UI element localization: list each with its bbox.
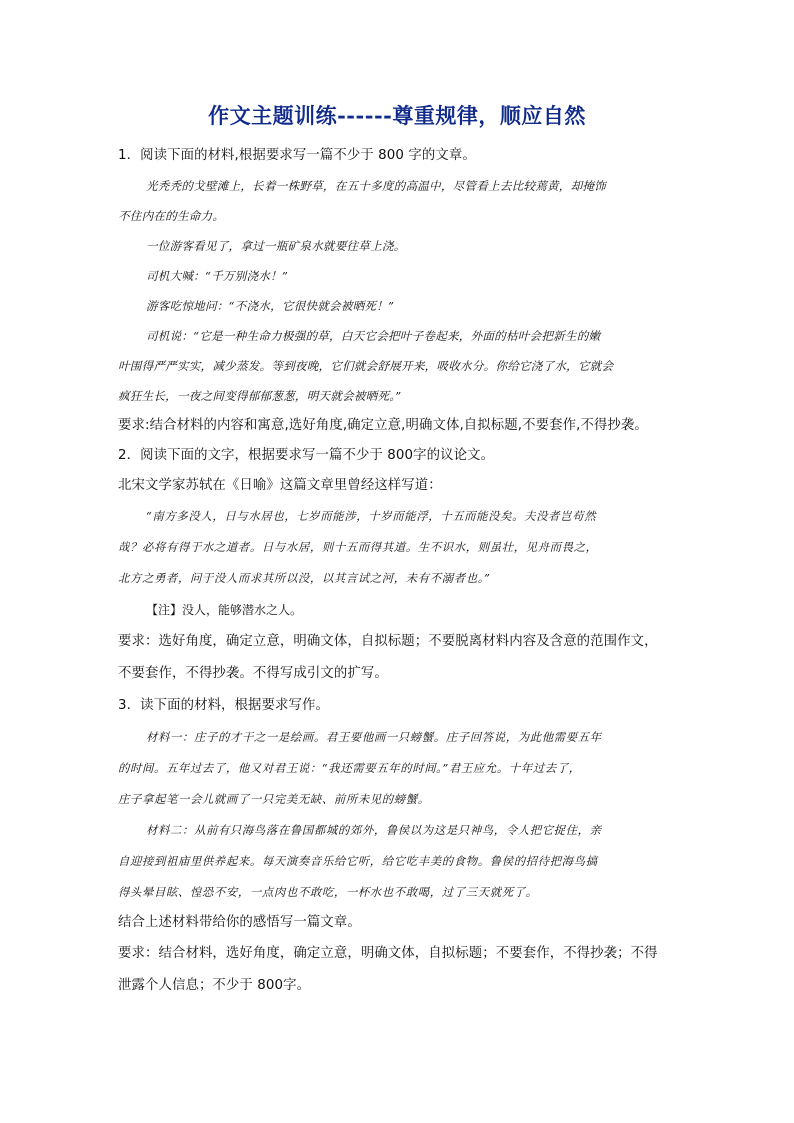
- question-1-requirements: 要求:结合材料的内容和寓意,选好角度,确定立意,明确文体,自拟标题,不要套作,不得抄袭。: [118, 418, 648, 433]
- question-2-note: 【注】没人，能够潜水之人。: [146, 603, 303, 617]
- question-2-prompt: 2．阅读下面的文字，根据要求写一篇不少于 800字的议论文。: [118, 448, 495, 463]
- question-1-material-line: 叶围得严严实实，减少蒸发。等到夜晚，它们就会舒展开来，吸收水分。你给它浇了水，它就会: [118, 359, 614, 373]
- question-1-material-line: 司机说：“它是一种生命力极强的草，白天它会把叶子卷起来，外面的枯叶会把新生的嫩: [146, 329, 601, 343]
- question-3-prompt: 3．读下面的材料，根据要求写作。: [118, 698, 329, 713]
- question-3-material-line: 得头晕目眩、惶恐不安，一点肉也不敢吃，一杯水也不敢喝，过了三天就死了。: [118, 885, 538, 899]
- question-3-requirements: 要求：结合材料，选好角度，确定立意，明确文体，自拟标题；不要套作，不得抄袭；不得: [118, 946, 658, 961]
- question-2-quote-line: 北方之勇者，问于没人而求其所以没，以其言试之河，未有不溺者也。”: [118, 571, 491, 585]
- question-2-quote-line: “南方多没人，日与水居也，七岁而能涉，十岁而能浮，十五而能没矣。夫没者岂苟然: [146, 509, 597, 523]
- question-2-requirements: 要求：选好角度，确定立意，明确文体，自拟标题；不要脱离材料内容及含意的范围作文，: [118, 634, 658, 649]
- question-3-material-line: 自迎接到祖庙里供养起来。每天演奏音乐给它听，给它吃丰美的食物。鲁侯的招待把海鸟搞: [118, 854, 598, 868]
- question-1-material-line: 一位游客看见了，拿过一瓶矿泉水就要往草上浇。: [146, 239, 406, 253]
- question-2-intro: 北宋文学家苏轼在《日喻》这篇文章里曾经这样写道：: [118, 478, 442, 493]
- question-3-requirements: 泄露个人信息；不少于 800字。: [118, 978, 311, 993]
- page-title: 作文主题训练------尊重规律，顺应自然: [208, 103, 586, 128]
- question-1: [118, 141, 678, 441]
- question-1-material-line: 司机大喊：“千万别浇水！”: [146, 269, 288, 283]
- question-3-material-line: 的时间。五年过去了，他又对君王说：“我还需要五年的时间。”君王应允。十年过去了，: [118, 761, 581, 775]
- question-3: [118, 690, 678, 1002]
- question-1-material-line: 疯狂生长，一夜之间变得郁郁葱葱，明天就会被晒死。”: [118, 389, 402, 403]
- question-1-prompt: 1．阅读下面的材料,根据要求写一篇不少于 800 字的文章。: [118, 148, 476, 163]
- question-1-material-line: 游客吃惊地问：“不浇水，它很快就会被晒死！”: [146, 299, 395, 313]
- question-3-material-line: 材料一：庄子的才干之一是绘画。君王要他画一只螃蟹。庄子回答说，为此他需要五年: [146, 730, 602, 744]
- question-2-requirements: 不要套作，不得抄袭。不得写成引文的扩写。: [118, 666, 388, 681]
- question-1-material-line: 光秃秃的戈壁滩上，长着一株野草，在五十多度的高温中，尽管看上去比较蔫黄，却掩饰: [146, 179, 606, 193]
- document-body: [118, 141, 678, 1002]
- question-3-summary: 结合上述材料带给你的感悟写一篇文章。: [118, 915, 361, 930]
- question-3-material-line: 庄子拿起笔一会儿就画了一只完美无缺、前所未见的螃蟹。: [118, 792, 430, 806]
- question-3-material-line: 材料二：从前有只海鸟落在鲁国都城的郊外，鲁侯以为这是只神鸟，令人把它捉住，亲: [146, 823, 602, 837]
- question-1-material-line: 不住内在的生命力。: [118, 209, 225, 223]
- question-2-quote-line: 哉？必将有得于水之道者。日与水居，则十五而得其道。生不识水，则虽壮，见舟而畏之，: [118, 540, 598, 554]
- question-2: [118, 441, 678, 690]
